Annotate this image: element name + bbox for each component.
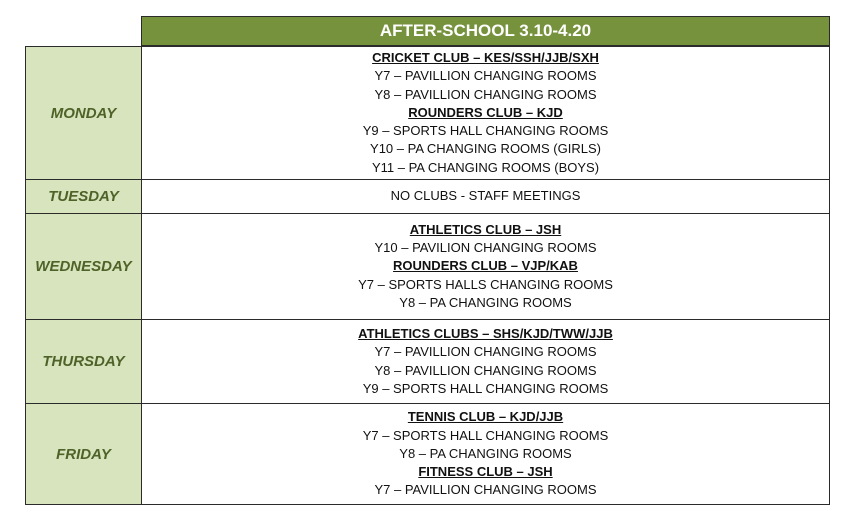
row-friday: [25, 404, 830, 505]
location-line: Y9 – SPORTS HALL CHANGING ROOMS: [362, 380, 609, 396]
notice-line: NO CLUBS - STAFF MEETINGS: [390, 188, 581, 204]
location-line: Y11 – PA CHANGING ROOMS (BOYS): [371, 159, 600, 175]
club-heading: TENNIS CLUB – KJD/JJB: [407, 409, 564, 425]
day-label-tuesday: TUESDAY: [26, 180, 142, 213]
day-label-thursday: THURSDAY: [26, 320, 142, 403]
club-heading: ATHLETICS CLUB – JSH: [409, 221, 562, 237]
activities-friday: [142, 404, 829, 504]
activities-tuesday: [142, 180, 829, 213]
location-line: Y8 – PAVILLION CHANGING ROOMS: [374, 362, 597, 378]
location-line: Y8 – PAVILLION CHANGING ROOMS: [374, 86, 597, 102]
row-monday: [25, 46, 830, 180]
club-heading: FITNESS CLUB – JSH: [418, 464, 553, 480]
location-line: Y10 – PAVILION CHANGING ROOMS: [374, 240, 597, 256]
location-line: Y7 – SPORTS HALLS CHANGING ROOMS: [358, 276, 613, 292]
activities-wednesday: [142, 214, 829, 319]
row-tuesday: [25, 180, 830, 214]
day-label-wednesday: WEDNESDAY: [26, 214, 142, 319]
activities-monday: [142, 47, 829, 179]
club-heading: CRICKET CLUB – KES/SSH/JJB/SXH: [372, 50, 599, 66]
day-label-friday: FRIDAY: [26, 404, 142, 504]
activities-thursday: [142, 320, 829, 403]
location-line: Y7 – SPORTS HALL CHANGING ROOMS: [362, 427, 609, 443]
row-wednesday: [25, 214, 830, 320]
schedule-title: AFTER-SCHOOL 3.10-4.20: [141, 16, 830, 46]
club-heading: ATHLETICS CLUBS – SHS/KJD/TWW/JJB: [358, 326, 613, 342]
club-heading: ROUNDERS CLUB – VJP/KAB: [393, 258, 578, 274]
location-line: Y9 – SPORTS HALL CHANGING ROOMS: [362, 123, 609, 139]
location-line: Y8 – PA CHANGING ROOMS: [399, 294, 572, 310]
club-heading: ROUNDERS CLUB – KJD: [408, 104, 563, 120]
location-line: Y7 – PAVILLION CHANGING ROOMS: [374, 482, 597, 498]
location-line: Y7 – PAVILLION CHANGING ROOMS: [374, 344, 597, 360]
location-line: Y8 – PA CHANGING ROOMS: [399, 445, 572, 461]
location-line: Y7 – PAVILLION CHANGING ROOMS: [374, 68, 597, 84]
schedule-table: [25, 46, 830, 505]
row-thursday: [25, 320, 830, 404]
day-label-monday: MONDAY: [26, 47, 142, 179]
location-line: Y10 – PA CHANGING ROOMS (GIRLS): [370, 141, 601, 157]
